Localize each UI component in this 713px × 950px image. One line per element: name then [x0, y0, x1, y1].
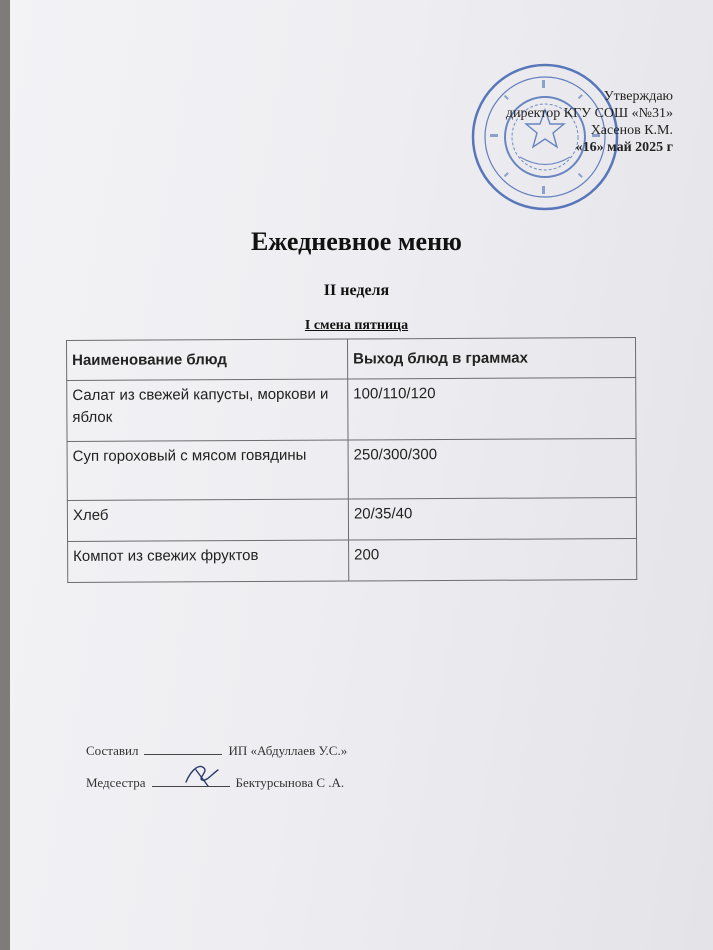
week-label: II неделя [323, 282, 390, 299]
dish-name: Суп гороховый с мясом говядины [67, 440, 348, 500]
column-header-weight: Выход блюд в граммах [347, 338, 635, 380]
compiled-by-value: ИП «Абдуллаев У.С.» [228, 743, 348, 758]
table-row [67, 498, 636, 542]
page-title: Ежедневное меню [251, 227, 462, 256]
table-row [67, 439, 636, 501]
table-header-row [67, 338, 636, 381]
approval-block [506, 88, 673, 156]
dish-name: Салат из свежей капусты, моркови и яблок [67, 379, 348, 441]
column-header-dish: Наименование блюд [67, 339, 348, 380]
nurse-value: Бектурсынова С .А. [235, 775, 345, 790]
table-row [68, 539, 637, 583]
dish-weight: 250/300/300 [348, 439, 636, 500]
compiled-by-label: Составил [86, 743, 139, 758]
signature-blank [144, 754, 222, 755]
menu-table [66, 337, 637, 583]
dish-weight: 200 [349, 539, 637, 582]
dish-name: Компот из свежих фруктов [68, 540, 349, 582]
dish-name: Хлеб [67, 499, 348, 541]
handwritten-signature [178, 760, 228, 790]
approval-line-2: директор КГУ СОШ «№31» [505, 106, 673, 121]
dish-weight: 20/35/40 [348, 498, 636, 541]
nurse-label: Медсестра [86, 775, 146, 790]
approval-line-1: Утверждаю [603, 89, 673, 104]
shift-label: I смена пятница [304, 318, 409, 333]
compiled-by-line [86, 743, 347, 759]
approval-date: «16» май 2025 г [575, 140, 673, 155]
table-row [67, 378, 636, 442]
approval-line-3: Хасенов К.М. [590, 123, 673, 138]
dish-weight: 100/110/120 [348, 378, 636, 441]
